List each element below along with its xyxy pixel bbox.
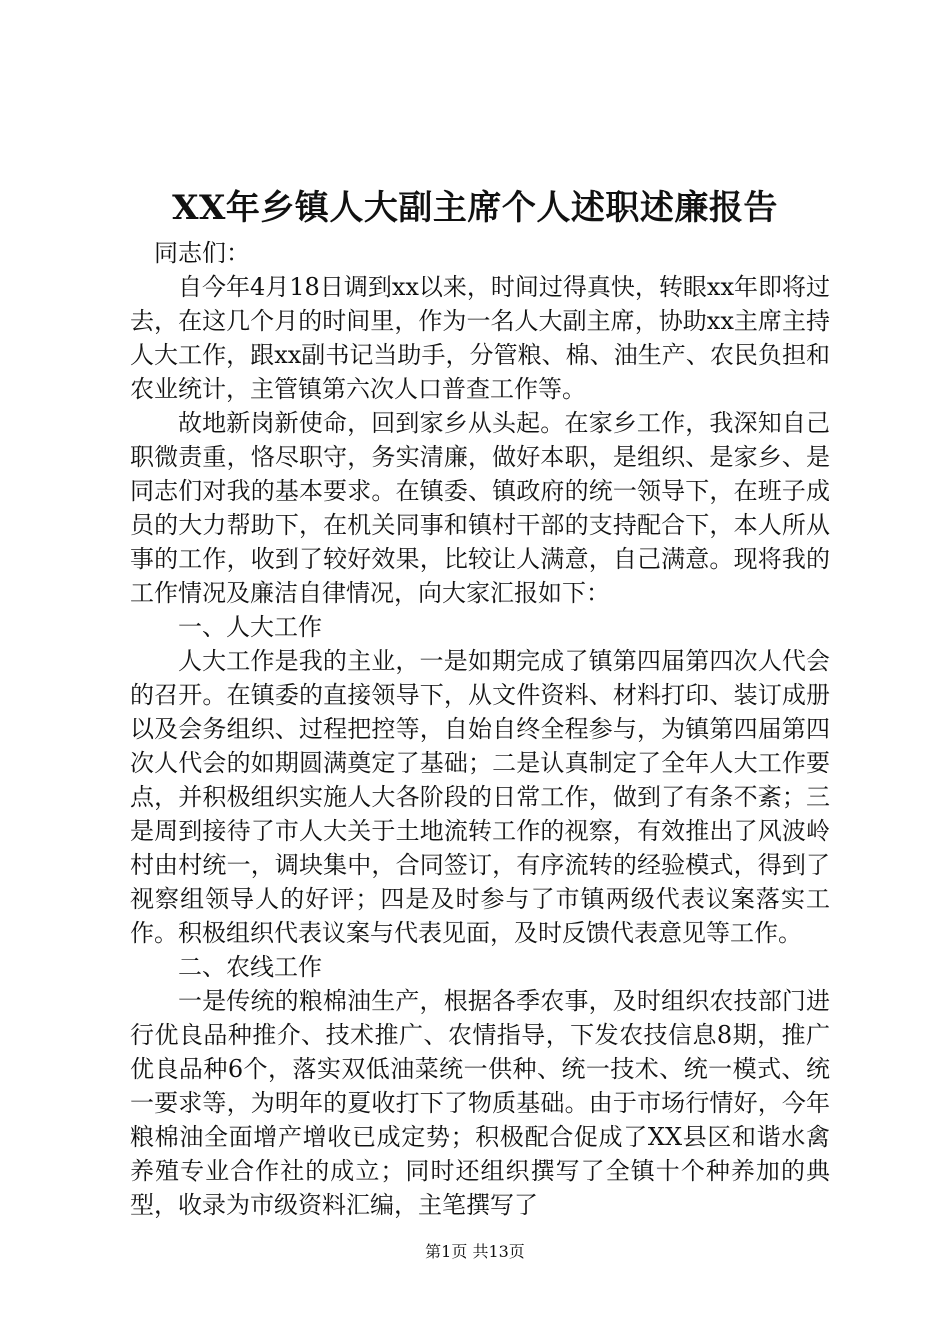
paragraph-agriculture-work: 一是传统的粮棉油生产，根据各季农事，及时组织农技部门进行优良品种推介、技术推广、农情指导，下发农技信息8期，推广优良品种6个，落实双低油菜统一供种、统一技术、统一模式、统一要求等，为明年的夏收打下了物质基础。由于市场行情好，今年粮棉油全面增产增收已成定势；积极配合促成了XX县区和谐水禽养殖专业合作社的成立；同时还组织撰写了全镇十个种养加的典型，收录为市级资料汇编，主笔撰写了 [130,987,830,1219]
document-title: XX年乡镇人大副主席个人述职述廉报告 [172,188,778,228]
paragraph-overview: 故地新岗新使命，回到家乡从头起。在家乡工作，我深知自己职微责重，恪尽职守，务实清廉，做好本职，是组织、是家乡、是同志们对我的基本要求。在镇委、镇政府的统一领导下，在班子成员的大力帮助下，在机关同事和镇村干部的支持配合下，本人所从事的工作，收到了较好效果，比较让人满意，自己满意。现将我的工作情况及廉洁自律情况，向大家汇报如下： [130,409,830,607]
document-body [130,236,830,1222]
salutation: 同志们： [154,239,250,267]
section-heading-npc-work: 一、人大工作 [178,613,322,641]
page-number-footer: 第1页 共13页 [425,1242,525,1261]
paragraph-npc-work: 人大工作是我的主业，一是如期完成了镇第四届第四次人代会的召开。在镇委的直接领导下，从文件资料、材料打印、装订成册以及会务组织、过程把控等，自始自终全程参与，为镇第四届第四次人代会的如期圆满奠定了基础；二是认真制定了全年人大工作要点，并积极组织实施人大各阶段的日常工作，做到了有条不紊；三是周到接待了市人大关于土地流转工作的视察，有效推出了风波岭村由村统一，调块集中，合同签订，有序流转的经验模式，得到了视察组领导人的好评；四是及时参与了市镇两级代表议案落实工作。积极组织代表议案与代表见面，及时反馈代表意见等工作。 [130,647,830,947]
section-heading-agriculture-work: 二、农线工作 [178,953,322,981]
paragraph-intro: 自今年4月18日调到xx以来，时间过得真快，转眼xx年即将过去，在这几个月的时间里，作为一名人大副主席，协助xx主席主持人大工作，跟xx副书记当助手，分管粮、棉、油生产、农民负担和农业统计，主管镇第六次人口普查工作等。 [130,273,830,403]
